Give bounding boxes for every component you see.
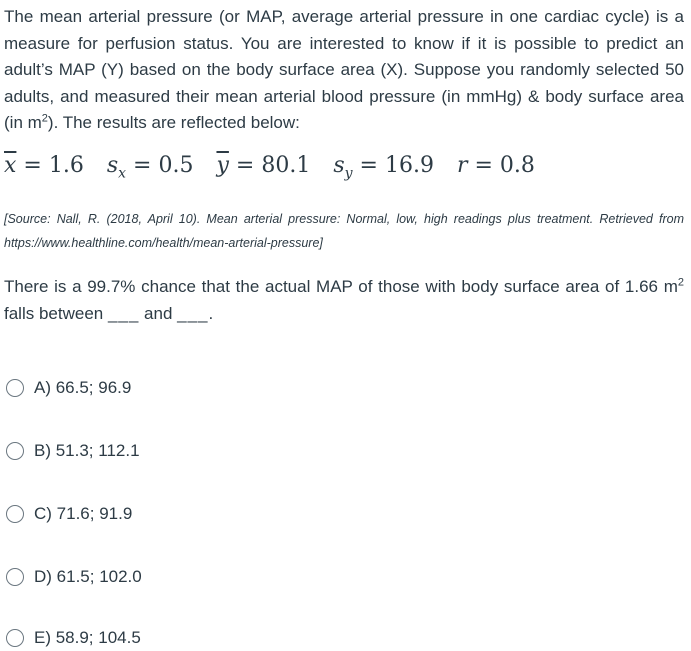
radio-button-icon[interactable] <box>6 568 24 586</box>
question-text <box>4 274 684 327</box>
problem-intro <box>4 4 684 137</box>
blank-1: ___ <box>107 303 140 323</box>
sx-symbol: s <box>106 153 119 178</box>
option-a-label: A) 66.5; 96.9 <box>34 378 132 397</box>
source-citation: [Source: Nall, R. (2018, April 10). Mean arterial pressure: Normal, low, high readings plus treatment. Retrieved from https://www.healthline.com/health/mean-arterial-pressure] <box>4 212 684 250</box>
option-b-label: B) 51.3; 112.1 <box>34 441 140 460</box>
intro-superscript: 2 <box>41 112 48 125</box>
xbar-value: = 1.6 <box>23 153 84 178</box>
xbar-stat <box>4 153 84 178</box>
question-superscript: 2 <box>677 276 684 289</box>
r-symbol: r <box>456 153 468 178</box>
r-stat <box>457 153 535 178</box>
radio-button-icon[interactable] <box>6 505 24 523</box>
intro-text: The mean arterial pressure (or MAP, average arterial pressure in one cardiac cycle) is a measure for perfusion status. You are interested to know if it is possible to predict an adult’s MAP (Y) based on the body surface area (X). Suppose you randomly selected 50 adults, and measured their mean arterial blood pressure (in mmHg) & body surface area (in m <box>4 7 684 132</box>
option-b[interactable] <box>6 438 140 464</box>
option-c-label: C) 71.6; 91.9 <box>34 504 133 523</box>
ybar-stat <box>216 153 310 178</box>
sx-stat <box>107 153 194 181</box>
option-d[interactable] <box>6 564 142 590</box>
question-part2: falls between <box>4 303 108 323</box>
intro-text-end: ). The results are reflected below: <box>47 113 300 132</box>
ybar-value: = 80.1 <box>235 153 311 178</box>
sy-stat <box>333 153 434 181</box>
radio-button-icon[interactable] <box>6 629 24 647</box>
option-e-label: E) 58.9; 104.5 <box>34 628 141 647</box>
question-end: . <box>208 303 214 323</box>
blank-2: ___ <box>177 303 209 323</box>
xbar-symbol: $\overline{x}$ <box>4 153 17 178</box>
option-e[interactable] <box>6 625 141 651</box>
sx-value: = 0.5 <box>133 153 194 178</box>
summary-statistics <box>4 153 684 187</box>
option-c[interactable] <box>6 501 132 527</box>
sy-symbol: s <box>333 153 345 178</box>
radio-button-icon[interactable] <box>6 442 24 460</box>
sx-subscript: x <box>118 165 127 182</box>
question-part1: There is a 99.7% chance that the actual MAP of those with body surface area of 1.66 m <box>4 277 678 296</box>
ybar-symbol: $\overline{y}$ <box>216 153 229 178</box>
option-d-label: D) 61.5; 102.0 <box>34 567 142 586</box>
r-value: = 0.8 <box>474 153 535 178</box>
option-a[interactable] <box>6 375 131 401</box>
question-middle: and <box>139 303 178 323</box>
sy-subscript: y <box>344 165 353 182</box>
sy-value: = 16.9 <box>359 153 434 178</box>
radio-button-icon[interactable] <box>6 379 24 397</box>
